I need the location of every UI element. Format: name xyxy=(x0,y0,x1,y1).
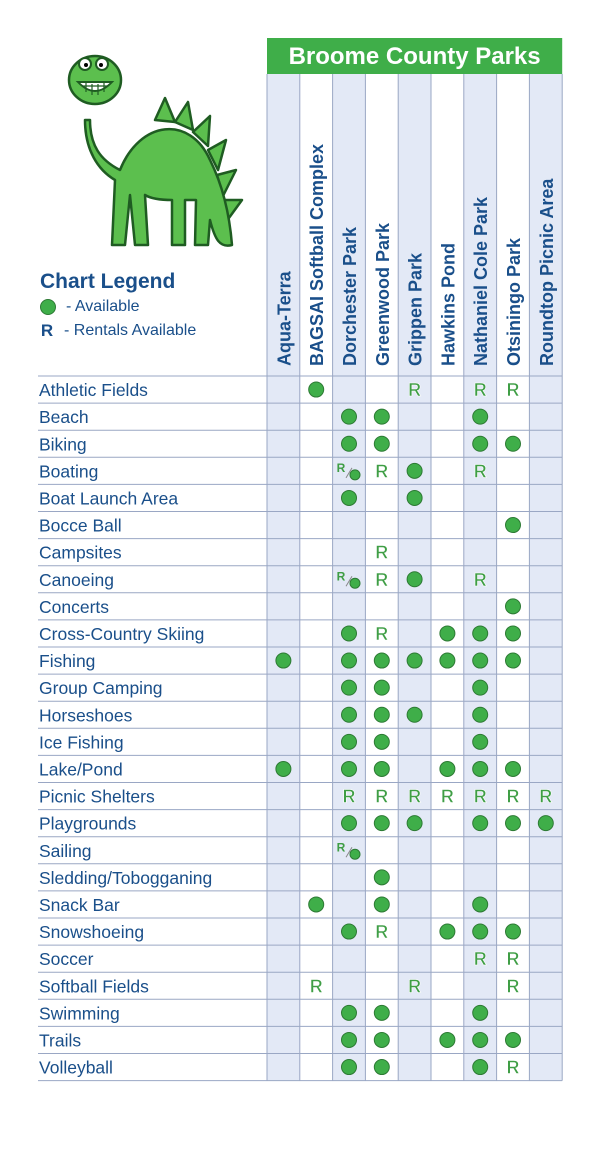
available-dot-icon xyxy=(407,707,422,722)
available-dot-icon xyxy=(342,707,357,722)
available-dot-icon xyxy=(374,436,389,451)
activity-label: Soccer xyxy=(39,949,94,970)
available-dot-icon xyxy=(342,653,357,668)
available-dot-icon xyxy=(342,680,357,695)
available-dot-icon xyxy=(506,653,521,668)
available-dot-icon xyxy=(309,897,324,912)
rental-mark: R xyxy=(375,542,389,563)
rental-mark: R xyxy=(336,569,346,584)
park-column-header: Greenwood Park xyxy=(372,222,393,366)
available-dot-icon xyxy=(342,409,357,424)
activity-label: Concerts xyxy=(39,596,110,617)
activity-label: Volleyball xyxy=(39,1057,113,1078)
rental-mark: R xyxy=(506,1057,520,1078)
activity-label: Sledding/Tobogganing xyxy=(39,867,213,888)
rental-mark: R xyxy=(336,840,346,855)
available-dot-icon xyxy=(350,578,360,588)
available-dot-icon xyxy=(473,816,488,831)
available-dot-icon xyxy=(506,1032,521,1047)
activity-label: Sailing xyxy=(39,840,92,861)
available-dot-icon xyxy=(374,734,389,749)
activity-label: Campsites xyxy=(39,542,122,563)
available-dot-icon xyxy=(350,849,360,859)
activity-label: Beach xyxy=(39,407,89,428)
rental-mark: R xyxy=(408,976,422,997)
park-column-header: Grippen Park xyxy=(405,252,426,366)
activity-label: Canoeing xyxy=(39,569,114,590)
available-dot-icon xyxy=(374,707,389,722)
rental-mark: R xyxy=(375,461,389,482)
available-dot-icon xyxy=(374,1032,389,1047)
activity-label: Boat Launch Area xyxy=(39,488,179,509)
available-dot-icon xyxy=(407,653,422,668)
activity-label: Boating xyxy=(39,461,99,482)
available-dot-icon xyxy=(276,761,291,776)
available-dot-icon xyxy=(473,734,488,749)
available-dot-icon xyxy=(440,1032,455,1047)
activity-label: Picnic Shelters xyxy=(39,786,155,807)
activity-label: Group Camping xyxy=(39,678,163,699)
available-dot-icon xyxy=(440,924,455,939)
activity-label: Cross-Country Skiing xyxy=(39,624,205,644)
rental-mark: R xyxy=(473,380,487,401)
park-column-header: BAGSAI Softball Complex xyxy=(307,143,328,366)
available-dot-icon xyxy=(342,1005,357,1020)
activity-label: Biking xyxy=(39,434,87,455)
available-dot-icon xyxy=(342,761,357,776)
available-dot-icon xyxy=(473,1060,488,1075)
activity-label: Swimming xyxy=(39,1003,120,1024)
available-dot-icon xyxy=(374,761,389,776)
available-dot-icon xyxy=(374,897,389,912)
rental-mark: R xyxy=(342,786,356,807)
available-dot-icon xyxy=(407,490,422,505)
rental-mark: R xyxy=(375,623,389,644)
page-title: Broome County Parks xyxy=(288,43,541,70)
rental-mark: R xyxy=(375,922,389,943)
rental-mark: R xyxy=(336,460,346,475)
available-dot-icon xyxy=(407,572,422,587)
legend-rentals-label: - Rentals Available xyxy=(64,322,197,339)
activity-label: Horseshoes xyxy=(39,705,133,726)
available-dot-icon xyxy=(342,626,357,641)
available-dot-icon xyxy=(473,761,488,776)
activity-label: Softball Fields xyxy=(39,976,149,997)
activity-label: Fishing xyxy=(39,651,96,672)
available-dot-icon xyxy=(309,382,324,397)
rental-mark: R xyxy=(506,380,520,401)
rental-mark: R xyxy=(473,461,487,482)
available-dot-icon xyxy=(276,653,291,668)
available-dot-icon xyxy=(506,599,521,614)
available-dot-icon xyxy=(506,924,521,939)
available-dot-icon xyxy=(473,897,488,912)
available-dot-icon xyxy=(374,1005,389,1020)
rental-mark: R xyxy=(506,949,520,970)
available-dot-icon xyxy=(506,518,521,533)
available-dot-icon xyxy=(374,409,389,424)
park-column-header: Roundtop Picnic Area xyxy=(536,178,557,366)
rental-symbol: R xyxy=(40,321,54,340)
activity-label: Ice Fishing xyxy=(39,732,124,753)
available-dot-icon xyxy=(374,680,389,695)
available-dot-icon xyxy=(473,626,488,641)
activity-label: Lake/Pond xyxy=(39,759,123,780)
rental-mark: R xyxy=(473,569,487,590)
rental-mark: R xyxy=(473,786,487,807)
park-column-header: Dorchester Park xyxy=(340,226,360,366)
available-dot-icon xyxy=(374,653,389,668)
rental-mark: R xyxy=(408,786,422,807)
available-dot-icon xyxy=(374,816,389,831)
available-dot-icon xyxy=(440,653,455,668)
activity-label: Bocce Ball xyxy=(39,515,122,536)
available-dot-icon xyxy=(538,816,553,831)
available-dot-icon xyxy=(473,924,488,939)
rental-mark: R xyxy=(309,976,323,997)
available-dot-icon xyxy=(473,653,488,668)
legend-title: Chart Legend xyxy=(40,270,176,293)
rental-mark: R xyxy=(539,786,553,807)
available-dot-icon xyxy=(342,734,357,749)
available-dot-icon xyxy=(342,1060,357,1075)
rental-mark: R xyxy=(408,380,422,401)
park-column-header: Otsiningo Park xyxy=(504,237,524,366)
available-dot-icon xyxy=(473,436,488,451)
rental-mark: R xyxy=(375,786,389,807)
activity-label: Playgrounds xyxy=(39,813,137,834)
available-dot-icon xyxy=(342,490,357,505)
available-dot-icon xyxy=(440,626,455,641)
park-column-header: Nathaniel Cole Park xyxy=(471,196,492,366)
column-shade xyxy=(267,74,300,1081)
available-dot-icon xyxy=(473,707,488,722)
available-dot-icon xyxy=(342,924,357,939)
available-dot-icon xyxy=(506,761,521,776)
activity-label: Trails xyxy=(39,1030,82,1051)
rental-mark: R xyxy=(440,786,454,807)
available-dot-icon xyxy=(440,761,455,776)
available-dot-icon xyxy=(342,816,357,831)
rental-mark: R xyxy=(506,786,520,807)
park-column-header: Hawkins Pond xyxy=(438,242,459,366)
activity-label: Snowshoeing xyxy=(39,922,145,943)
park-column-header: Aqua-Terra xyxy=(274,271,295,366)
available-dot-icon xyxy=(374,870,389,885)
available-dot-icon xyxy=(407,463,422,478)
available-dot-icon xyxy=(350,470,360,480)
available-dot-icon xyxy=(473,1032,488,1047)
available-dot-icon xyxy=(473,1005,488,1020)
available-dot-icon xyxy=(506,626,521,641)
available-dot-icon xyxy=(506,436,521,451)
rental-mark: R xyxy=(375,569,389,590)
activity-label: Athletic Fields xyxy=(39,380,148,401)
rental-mark: R xyxy=(506,976,520,997)
available-dot-icon xyxy=(342,1032,357,1047)
available-dot-icon xyxy=(473,680,488,695)
legend-available-label: - Available xyxy=(66,298,140,315)
available-dot-icon xyxy=(473,409,488,424)
available-dot-icon xyxy=(342,436,357,451)
available-dot-icon xyxy=(407,816,422,831)
activity-label: Snack Bar xyxy=(39,895,120,915)
rental-mark: R xyxy=(473,949,487,970)
available-dot-icon xyxy=(374,1060,389,1075)
available-dot-icon xyxy=(506,816,521,831)
